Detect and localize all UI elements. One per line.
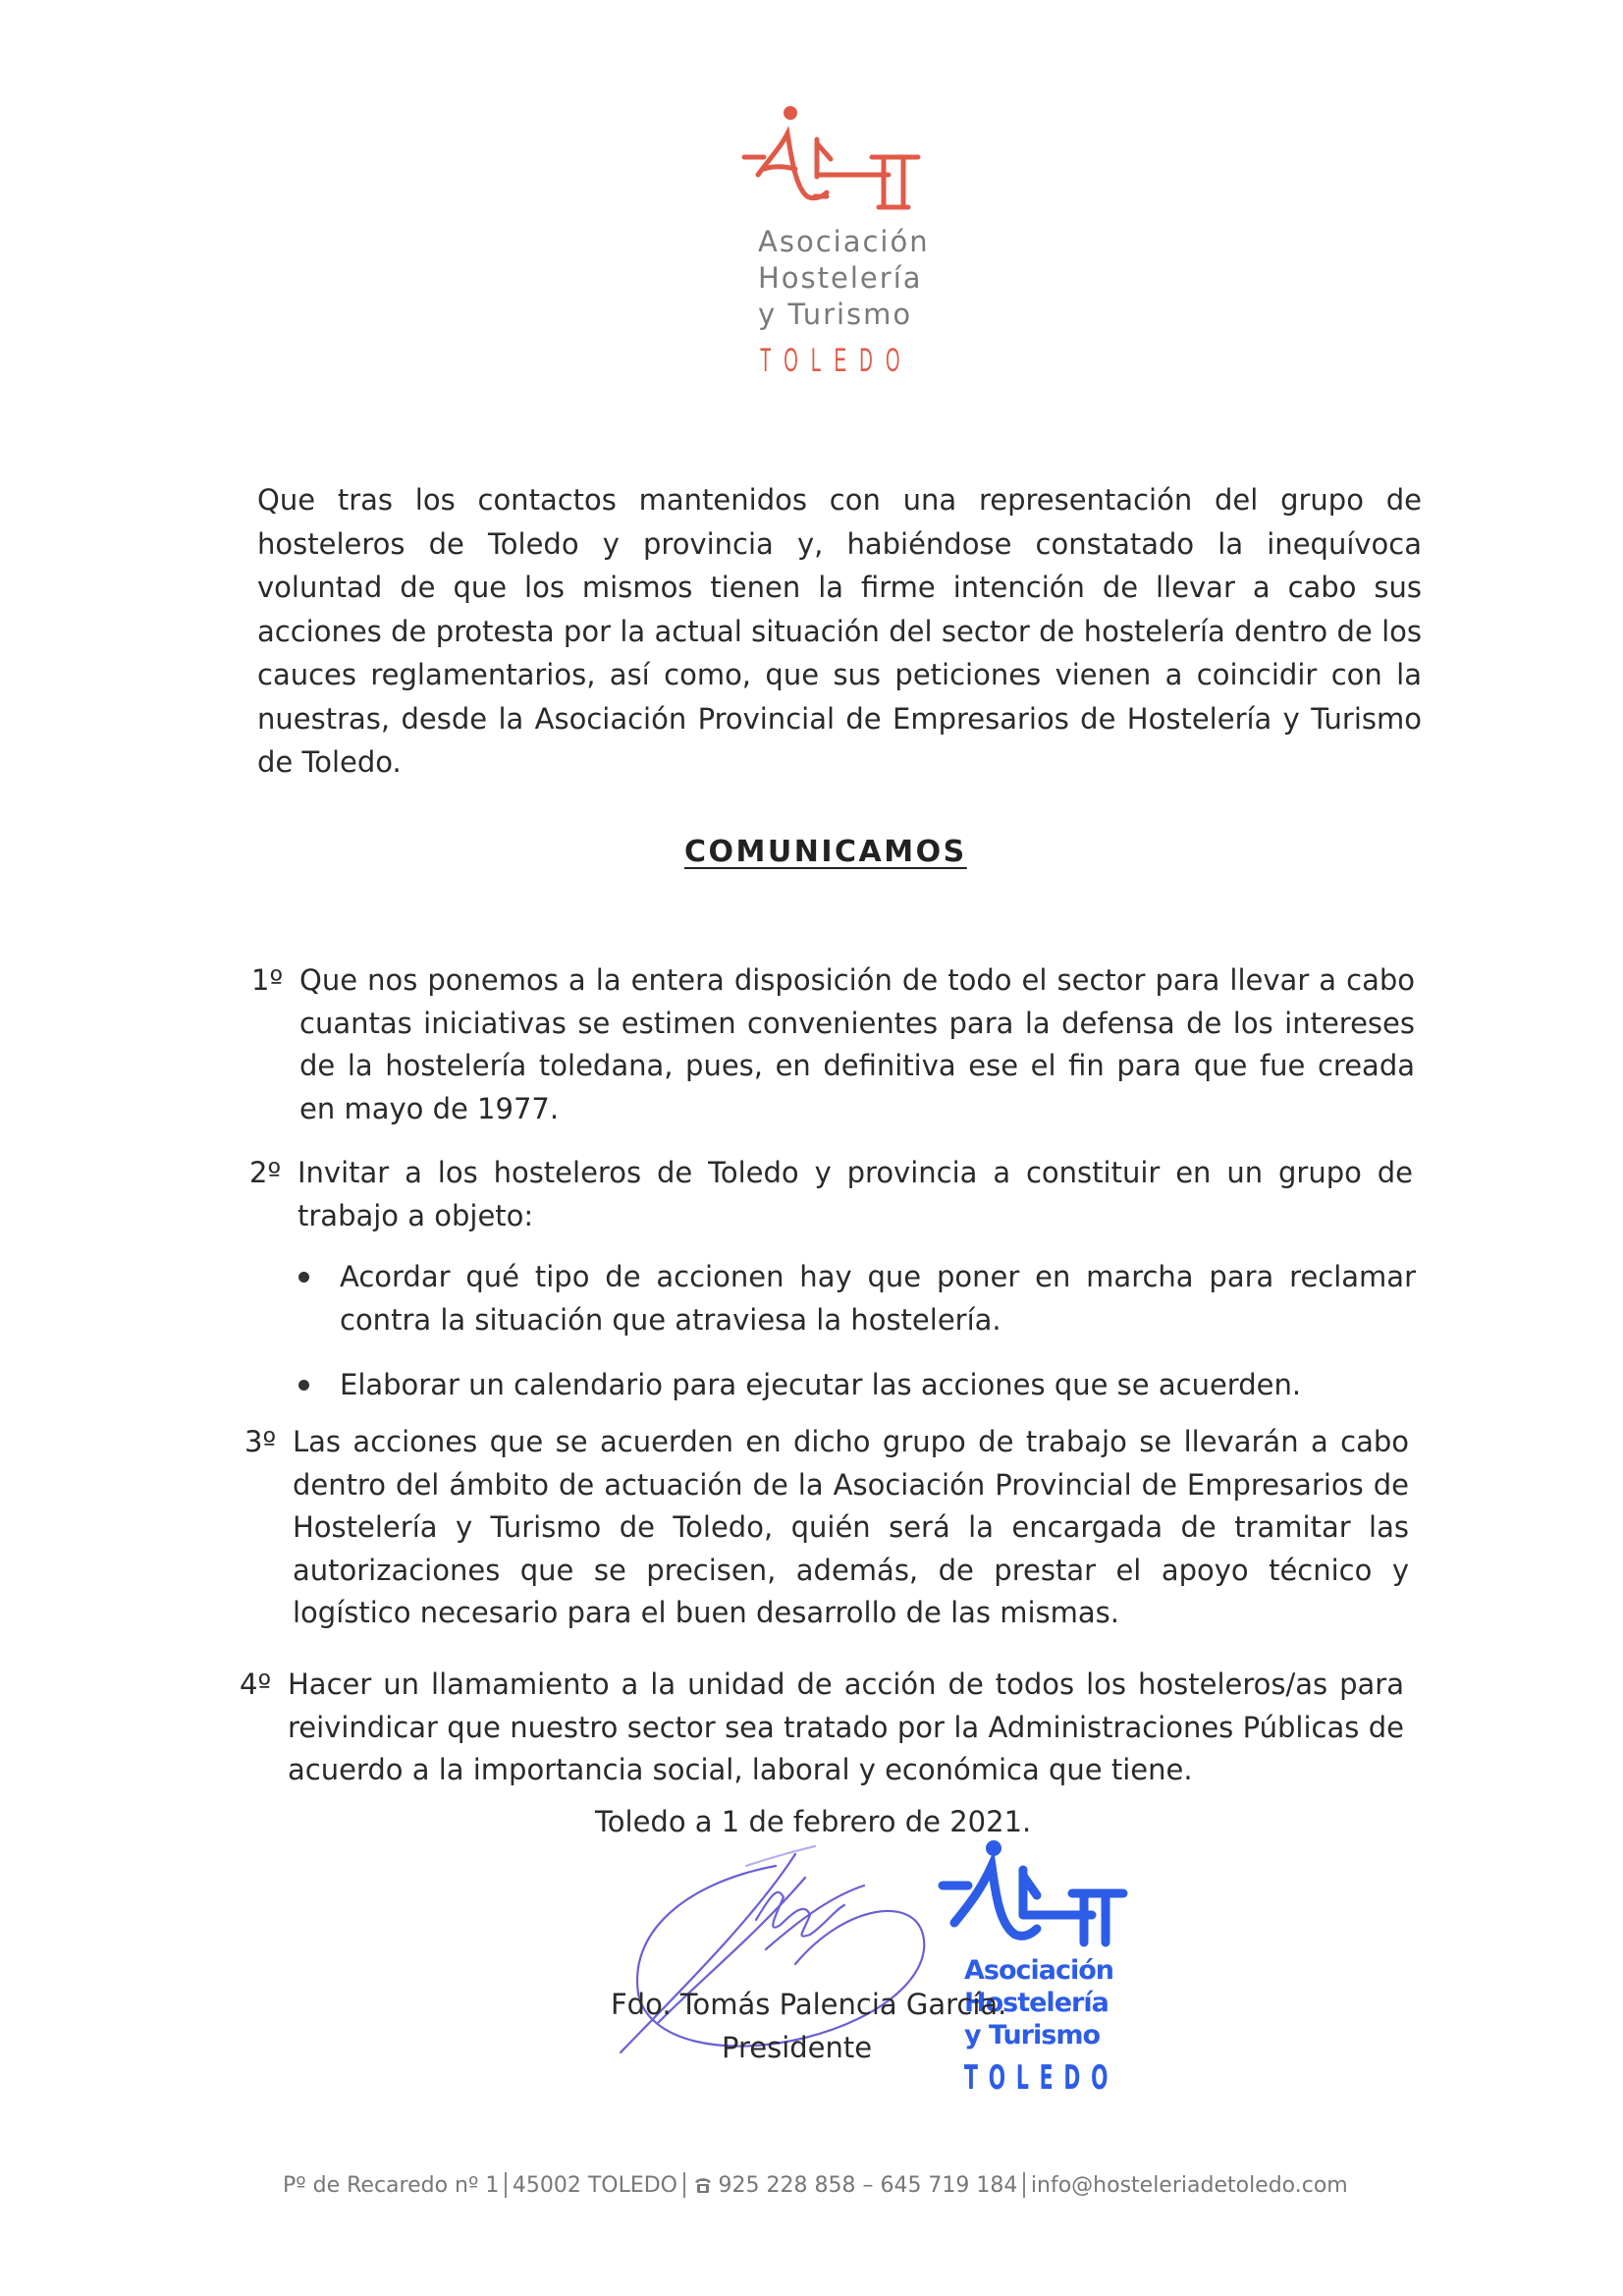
logo-line-asociacion: Asociación	[758, 225, 930, 258]
section-heading: COMUNICAMOS	[684, 835, 967, 869]
stamp-mark-icon	[935, 1836, 1131, 1974]
bullet-text: Acordar qué tipo de accionen hay que poner en marcha para reclamar contra la situación que atraviesa la hostelería.	[340, 1260, 1416, 1337]
item-number: 4º	[240, 1667, 272, 1701]
item-text: Invitar a los hosteleros de Toledo y provincia a constituir en un grupo de trabajo a objeto:	[298, 1156, 1413, 1232]
footer-email[interactable]: info@hosteleriadetoledo.com	[1030, 2173, 1348, 2198]
footer-contact	[283, 2172, 1348, 2198]
bullet-icon	[298, 1272, 309, 1283]
signed-by: Fdo. Tomás Palencia García.	[611, 1988, 1007, 2021]
intro-paragraph: Que tras los contactos mantenidos con una representación del grupo de hosteleros de Toledo y provincia y, habiéndose constatado la inequívoca voluntad de que los mismos tienen la firme intención de llevar a cabo sus acciones de protesta por la actual situación del sector de hostelería dentro de los cauces reglamentarios, así como, que sus peticiones vienen a coincidir con la nuestras, desde la Asociación Provincial de Empresarios de Hostelería y Turismo de Toledo.	[257, 483, 1422, 779]
signer-role: Presidente	[722, 2031, 873, 2064]
divider	[505, 2172, 507, 2198]
telephone-icon	[693, 2176, 713, 2194]
footer-postal-city: 45002 TOLEDO	[512, 2173, 677, 2198]
divider	[683, 2172, 685, 2198]
stamp-city: TOLEDO	[964, 2058, 1119, 2098]
item-text: Que nos ponemos a la entera disposición de todo el sector para llevar a cabo cuantas iniciativas se estimen convenientes para la defensa de los intereses de la hostelería toledana, pues, en definitiva ese el fin para que fue creada en mayo de 1977.	[299, 963, 1415, 1125]
item-number: 1º	[251, 963, 284, 997]
bullet-text: Elaborar un calendario para ejecutar las acciones que se acuerden.	[340, 1368, 1302, 1401]
stamp-line-turismo: y Turismo	[964, 2020, 1100, 2050]
logo-line-turismo: y Turismo	[758, 298, 913, 331]
logo-city: TOLEDO	[760, 342, 913, 379]
item-number: 2º	[249, 1156, 282, 1189]
logo-line-hosteleria: Hostelería	[758, 261, 923, 295]
date-line: Toledo a 1 de febrero de 2021.	[595, 1805, 1032, 1838]
footer-address: Pº de Recaredo nº 1	[283, 2173, 500, 2198]
bullet-icon	[298, 1380, 309, 1391]
association-stamp	[935, 1836, 1131, 2102]
association-logo	[736, 98, 933, 393]
divider	[1023, 2172, 1025, 2198]
stamp-line-asociacion: Asociación	[964, 1955, 1114, 1986]
item-text: Las acciones que se acuerden en dicho grupo de trabajo se llevarán a cabo dentro del ámbito de actuación de la Asociación Provincial de Empresarios de Hostelería y Turismo de Toledo, quién será la encargada de tramitar las autorizaciones que se precisen, además, de prestar el apoyo técnico y logístico necesario para el buen desarrollo de las mismas.	[293, 1425, 1409, 1629]
logo-mark-icon	[736, 98, 933, 236]
item-text: Hacer un llamamiento a la unidad de acción de todos los hosteleros/as para reivindicar que nuestro sector sea tratado por la Administraciones Públicas de acuerdo a la importancia social, laboral y económica que tiene.	[288, 1667, 1404, 1786]
footer-phones: 925 228 858 – 645 719 184	[718, 2173, 1018, 2198]
stamp-line-hosteleria: Hostelería	[964, 1988, 1109, 2018]
item-number: 3º	[244, 1425, 277, 1458]
